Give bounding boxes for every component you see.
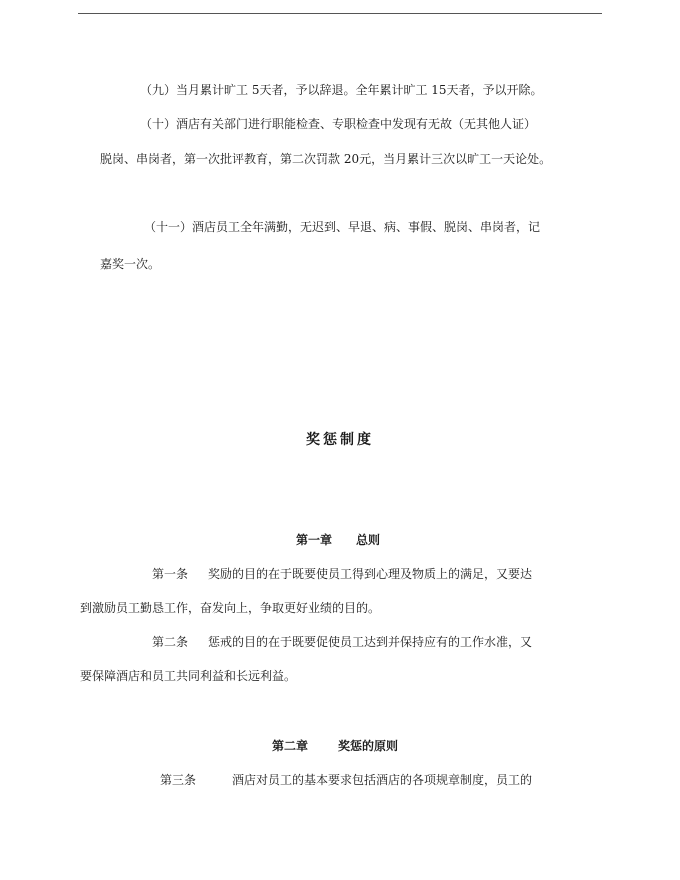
- rule-item-9: （九）当月累计旷工 5天者，予以辞退。全年累计旷工 15天者，予以开除。: [140, 83, 543, 97]
- article-1-label: 第一条: [152, 567, 189, 581]
- rule-item-10-line-2: 脱岗、串岗者，第一次批评教育，第二次罚款 20元，当月累计三次以旷工一天论处。: [100, 152, 552, 166]
- chapter-1-name: 总则: [356, 533, 381, 547]
- article-2-text: 惩戒的目的在于既要促使员工达到并保持应有的工作水准，又: [208, 635, 533, 649]
- chapter-2-heading: [272, 738, 398, 754]
- article-2-line-2: 要保障酒店和员工共同利益和长远利益。: [80, 669, 297, 683]
- article-2-label: 第二条: [152, 635, 189, 649]
- section-title: 奖惩制度: [306, 432, 374, 448]
- rule-item-11-line-1: （十一）酒店员工全年满勤，无迟到、早退、病、事假、脱岗、串岗者，记: [144, 220, 541, 234]
- article-3-text: 酒店对员工的基本要求包括酒店的各项规章制度，员工的: [232, 773, 533, 787]
- rule-item-10-line-1: （十）酒店有关部门进行职能检查、专职检查中发现有无故（无其他人证）: [140, 117, 537, 131]
- chapter-1-heading: [296, 532, 380, 548]
- article-1-text: 奖励的目的在于既要使员工得到心理及物质上的满足，又要达: [208, 567, 533, 581]
- header-rule: [78, 13, 602, 14]
- article-2-line-1: [152, 634, 532, 650]
- article-1-line-2: 到激励员工勤恳工作，奋发向上，争取更好业绩的目的。: [80, 601, 381, 615]
- chapter-2-number: 第二章: [272, 739, 309, 753]
- article-3-line-1: [160, 772, 532, 788]
- article-3-label: 第三条: [160, 773, 197, 787]
- article-1-line-1: [152, 566, 532, 582]
- chapter-2-name: 奖惩的原则: [338, 739, 399, 753]
- chapter-1-number: 第一章: [296, 533, 333, 547]
- rule-item-11-line-2: 嘉奖一次。: [100, 257, 161, 271]
